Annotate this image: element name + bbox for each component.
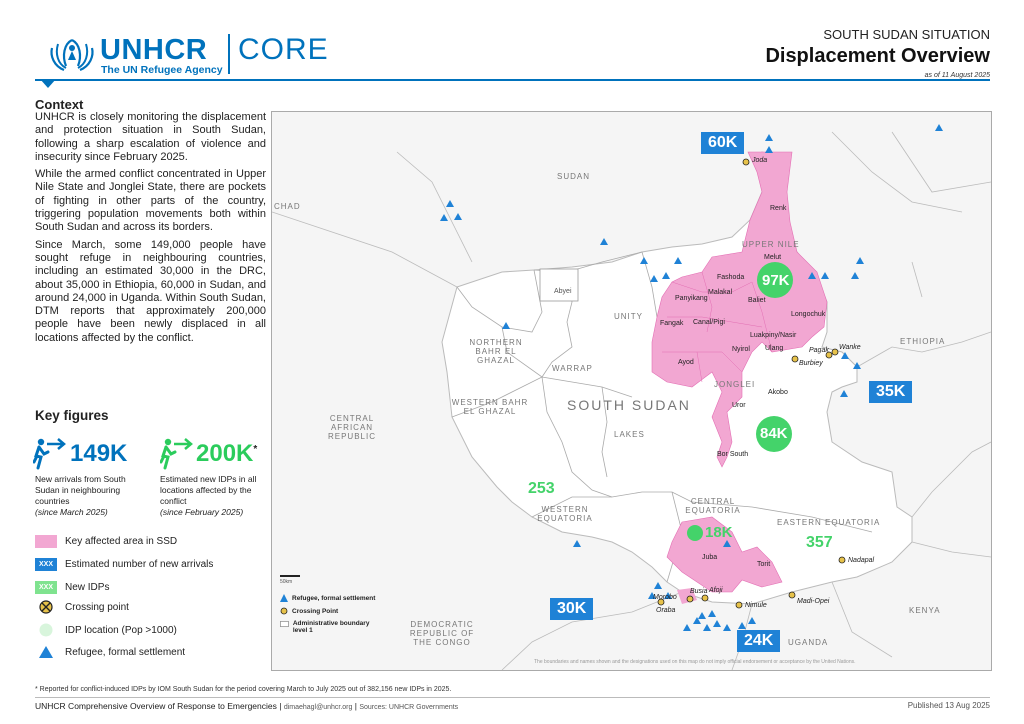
running-person-arrow-icon — [33, 438, 67, 470]
legend-label: Crossing point — [65, 601, 129, 613]
context-body — [35, 111, 266, 349]
person-arrow-green-icon — [160, 438, 194, 470]
arrivals-figure: 149K — [70, 440, 128, 467]
page-title: Displacement Overview — [765, 45, 990, 67]
label-jonglei: JONGLEI — [714, 380, 756, 389]
unhcr-logo-text: UNHCR — [100, 34, 208, 66]
place-busia: Busia — [690, 588, 708, 595]
legend-label: Key affected area in SSD — [65, 536, 178, 547]
unhcr-logo-subtitle: The UN Refugee Agency — [101, 64, 223, 76]
idp-figure-upper-nile: 97K — [762, 272, 790, 289]
place-afoji: Afoji — [709, 587, 723, 594]
footer-text: UNHCR Comprehensive Overview of Response to Emergencies | dimaehagl@unhcr.org | Sources: UNHCR Governments — [35, 701, 459, 711]
context-paragraph: Since March, some 149,000 people have sought refuge in neighbouring countries, including an estimated 30,000 in the DRC, about 35,000 in Ethiopia, 60,000 in Sudan, and around 24,000 in Uganda. Within South Sudan, DTM reports that approximately 200,000 people have been newly displaced in all locations affected by the conflict. — [35, 238, 266, 344]
idp-figure-eastern-eq: 357 — [806, 534, 833, 551]
idps-since: (since February 2025) — [160, 507, 244, 517]
green-swatch: XXX — [35, 581, 57, 594]
context-heading: Context — [35, 97, 84, 112]
legend-new-arrivals — [35, 558, 213, 571]
map-disclaimer: The boundaries and names shown and the designations used on this map do not imply official endorsement or acceptance by the United Nations. — [534, 659, 856, 665]
pink-swatch — [35, 535, 57, 548]
footer-rule — [35, 697, 990, 698]
place-madi-opei: Madi-Opei — [797, 598, 830, 605]
context-paragraph: While the armed conflict concentrated in Upper Nile State and Jonglei State, there are pockets of fighting in other parts of the country, triggering population movements both within South Sudan and across its borders. — [35, 168, 266, 234]
place-nyirol: Nyirol — [732, 346, 750, 353]
place-pagak: Pagak — [809, 347, 829, 354]
idps-description — [160, 474, 268, 518]
place-nadapal: Nadapal — [848, 557, 875, 564]
legend-refugee — [35, 645, 185, 659]
place-panyikang: Panyikang — [675, 295, 708, 302]
legend-key-area — [35, 535, 177, 548]
legend-label: Estimated number of new arrivals — [65, 559, 214, 570]
label-upper-nile: UPPER NILE — [742, 240, 800, 249]
inset-tent-icon — [280, 594, 288, 602]
place-baliet: Baliet — [748, 297, 766, 304]
place-juba: Juba — [702, 554, 718, 561]
place-joda: Joda — [752, 157, 768, 164]
idp-figure-central-eq: 18K — [705, 524, 733, 541]
place-fashoda: Fashoda — [717, 274, 745, 281]
place-ayod: Ayod — [678, 359, 694, 366]
label-unity: UNITY — [614, 312, 643, 321]
arrivals-box-uganda: 24K — [737, 630, 780, 652]
place-longochuk: Longochuk — [791, 311, 826, 318]
logo-divider — [228, 34, 230, 74]
place-uror: Uror — [732, 402, 746, 409]
label-eastern-equatoria: EASTERN EQUATORIA — [777, 518, 881, 527]
inset-legend-label: Crossing Point — [292, 607, 339, 615]
label-western-equatoria: WESTERN EQUATORIA — [537, 505, 593, 523]
idp-circle-central-eq — [687, 525, 703, 541]
idps-value: 200K — [196, 440, 254, 467]
inset-legend-label: Administrative boundary level 1 — [292, 620, 370, 634]
label-ethiopia: ETHIOPIA — [900, 337, 946, 346]
label-drc: DEMOCRATIC REPUBLIC OF THE CONGO — [409, 620, 475, 647]
place-malakal: Malakal — [708, 289, 733, 296]
arrivals-box-ethiopia: 35K — [869, 381, 912, 403]
label-car: CENTRAL AFRICAN REPUBLIC — [327, 414, 376, 441]
inset-boundary-icon — [280, 620, 289, 628]
label-western-bahr: WESTERN BAHR EL GHAZAL — [451, 398, 529, 416]
legend-label: IDP location (Pop >1000) — [65, 624, 177, 636]
scale-bar — [280, 575, 300, 577]
place-ulang: Ulang — [765, 345, 784, 352]
arrivals-desc-text: New arrivals from South Sudan in neighbouring countries — [35, 474, 126, 506]
footnote: * Reported for conflict-induced IDPs by IOM South Sudan for the period covering March to July 2025 out of 382,156 new IDPs in 2025. — [35, 686, 452, 693]
idp-circle-icon — [35, 623, 57, 637]
label-northern-bahr: NORTHERN BAHR EL GHAZAL — [469, 338, 523, 365]
idp-figure-jonglei: 84K — [760, 425, 788, 442]
abyei-area — [540, 269, 578, 301]
legend-idp-location — [35, 623, 177, 637]
scale-label: 50km — [280, 579, 293, 585]
label-lakes: LAKES — [614, 430, 645, 439]
label-chad: CHAD — [274, 202, 301, 211]
place-morobo: Morobo — [653, 594, 677, 601]
place-canal-pigi: Canal/Pigi — [693, 319, 725, 326]
map-panel — [271, 111, 992, 671]
label-kenya: KENYA — [909, 606, 941, 615]
place-burbiey: Burbiey — [799, 360, 823, 367]
idps-asterisk: * — [253, 444, 258, 455]
as-of-date: as of 11 August 2025 — [924, 72, 990, 79]
place-akobo: Akobo — [768, 389, 788, 396]
label-warrap: WARRAP — [552, 364, 593, 373]
place-nimule: Nimule — [745, 602, 767, 609]
place-torit: Torit — [757, 561, 771, 568]
footer-title: UNHCR Comprehensive Overview of Response to Emergencies — [35, 701, 277, 711]
inset-legend-label: Refugee, formal settlement — [292, 594, 376, 602]
situation-label: SOUTH SUDAN SITUATION — [823, 27, 990, 42]
place-oraba: Oraba — [656, 607, 676, 614]
blue-swatch: XXX — [35, 558, 57, 571]
inset-crossing-icon — [280, 607, 288, 615]
idp-figure-western-eq: 253 — [528, 480, 555, 497]
published-date: Published 13 Aug 2025 — [907, 701, 990, 710]
label-sudan: SUDAN — [557, 172, 591, 181]
idps-figure — [196, 440, 257, 468]
footer-email[interactable]: dimaehagl@unhcr.org — [283, 704, 353, 711]
legend-label: New IDPs — [65, 582, 110, 593]
arrivals-description — [35, 474, 150, 518]
header-notch — [40, 79, 56, 88]
inset-legend-refugee — [280, 594, 375, 602]
refugee-tent-icon — [35, 645, 57, 659]
label-south-sudan: SOUTH SUDAN — [567, 397, 691, 413]
legend-new-idps — [35, 581, 109, 594]
core-logo-text: CORE — [238, 33, 329, 66]
context-paragraph: UNHCR is closely monitoring the displacement and protection situation in South Sudan, following a sharp escalation of violence and insecurity since February 2025. — [35, 111, 266, 163]
arrivals-since: (since March 2025) — [35, 507, 108, 517]
label-uganda: UGANDA — [788, 638, 829, 647]
legend-label: Refugee, formal settlement — [65, 646, 186, 658]
label-central-equatoria: CENTRAL EQUATORIA — [685, 497, 741, 515]
unhcr-logo-icon — [46, 34, 98, 74]
arrivals-box-drc: 30K — [550, 598, 593, 620]
legend-crossing — [35, 600, 129, 614]
crossing-point-icon — [35, 600, 57, 614]
idps-desc-text: Estimated new IDPs in all locations affected by the conflict — [160, 474, 257, 506]
place-luakpiny: Luakpiny/Nasir — [750, 332, 797, 339]
place-fangak: Fangak — [660, 320, 684, 327]
arrivals-box-sudan: 60K — [701, 132, 744, 154]
place-melut: Melut — [764, 254, 782, 261]
inset-legend-crossing — [280, 607, 338, 615]
inset-legend-admin — [280, 620, 380, 634]
header-rule — [35, 79, 990, 81]
place-bor-south: Bor South — [717, 451, 749, 458]
place-wanke: Wanke — [839, 344, 861, 351]
place-renk: Renk — [770, 205, 787, 212]
key-figures-heading: Key figures — [35, 408, 109, 423]
footer-sources: Sources: UNHCR Governments — [359, 704, 459, 711]
label-abyei: Abyei — [554, 288, 572, 295]
